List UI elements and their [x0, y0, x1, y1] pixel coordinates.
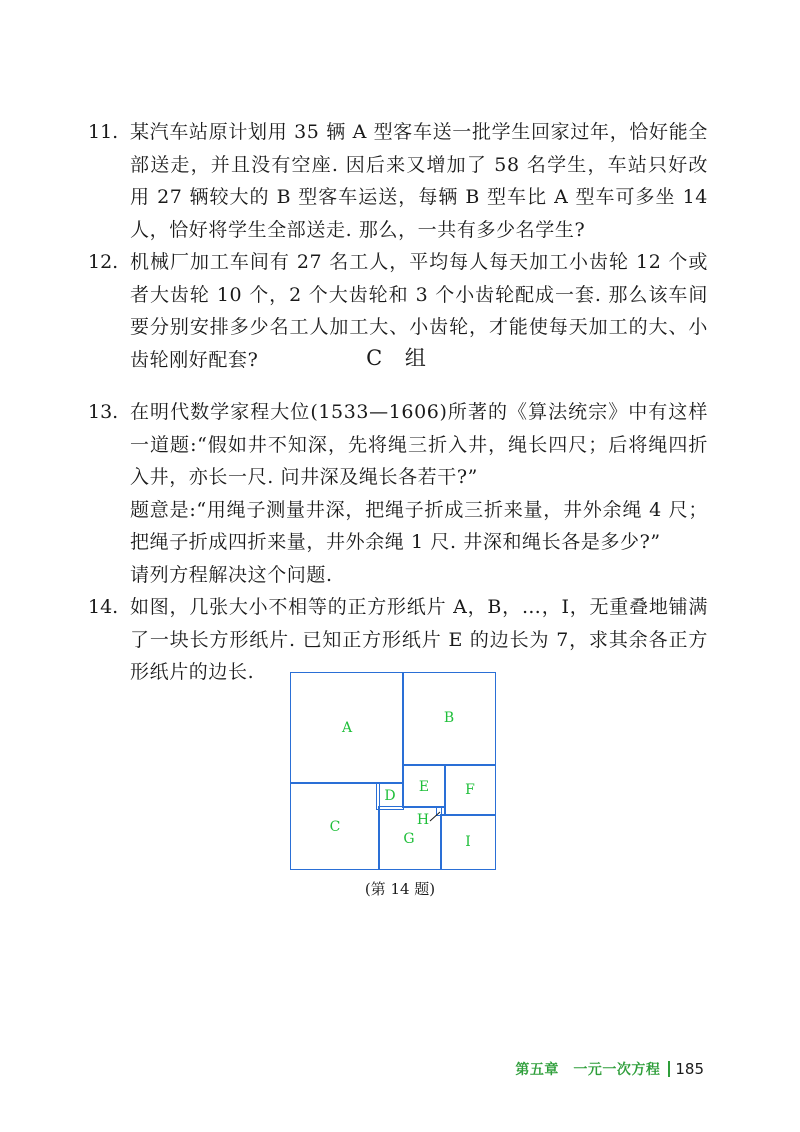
problem-text: 在明代数学家程大位(1533—1606)所著的《算法统宗》中有这样一道题:“假如井不知深，先将绳三折入井，绳长四尺；后将绳四折入井，亦长一尺. 问井深及绳长各若干?”	[130, 401, 708, 488]
problem-number: 11.	[88, 121, 119, 143]
problem-text: 某汽车站原计划用 35 辆 A 型客车送一批学生回家过年，恰好能全部送走，并且没有空座. 因后来又增加了 58 名学生，车站只好改用 27 辆较大的 B 型客车运送，每辆 B 型车比 A 型车可多坐 14 人，恰好将学生全部送走. 那么，一共有多少名学生?	[130, 121, 708, 241]
squares-figure	[290, 672, 496, 870]
label-f: F	[465, 782, 475, 798]
label-d: D	[384, 788, 396, 804]
label-h: H	[416, 812, 430, 828]
chapter-title: 第五章 一元一次方程	[515, 1062, 661, 1078]
figure-caption: (第 14 题)	[364, 880, 436, 898]
label-a: A	[341, 720, 353, 736]
problem-number: 12.	[88, 251, 119, 273]
problem-number: 13.	[88, 401, 119, 423]
problem-number: 14.	[88, 596, 119, 618]
footer-divider	[668, 1061, 670, 1077]
label-b: B	[443, 710, 455, 726]
label-i: I	[465, 834, 471, 850]
problem-13	[88, 396, 708, 591]
problem-explanation: 题意是:“用绳子测量井深，把绳子折成三折来量，井外余绳 4 尺；把绳子折成四折来量，井外余绳 1 尺. 井深和绳长各是多少?”	[130, 498, 708, 553]
problem-instruction: 请列方程解决这个问题.	[130, 563, 333, 586]
label-e: E	[418, 779, 430, 795]
page-footer	[515, 1059, 704, 1079]
page-number: 185	[675, 1060, 704, 1078]
label-c: C	[329, 819, 341, 835]
problem-text: 如图，几张大小不相等的正方形纸片 A，B，…，I，无重叠地铺满了一块长方形纸片. 已知正方形纸片 E 的边长为 7，求其余各正方形纸片的边长.	[130, 596, 708, 683]
problem-11	[88, 116, 708, 246]
problem-text: 机械厂加工车间有 27 名工人，平均每人每天加工小齿轮 12 个或者大齿轮 10 个，2 个大齿轮和 3 个小齿轮配成一套. 那么该车间要分别安排多少名工人加工大、小齿轮，才能使每天加工的大、小齿轮刚好配套?	[130, 251, 708, 371]
group-title: C 组	[366, 346, 434, 370]
label-g: G	[403, 831, 415, 847]
